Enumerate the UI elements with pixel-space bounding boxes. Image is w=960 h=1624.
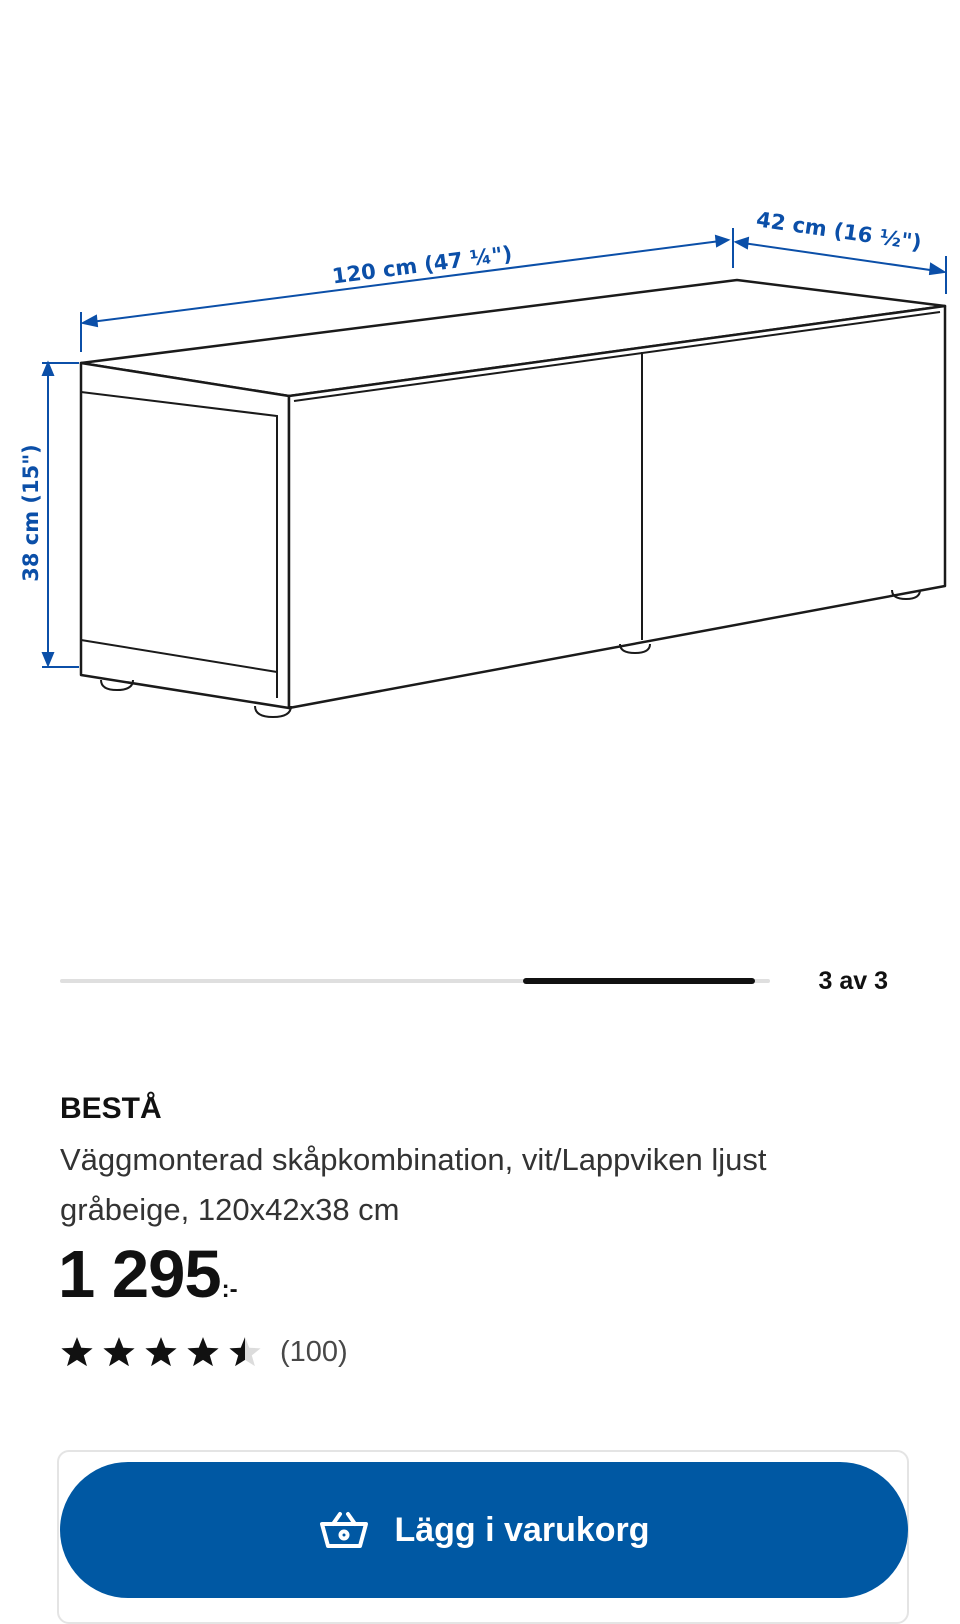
rating-stars <box>60 1335 270 1369</box>
rating-star-icon <box>186 1335 220 1369</box>
product-dimension-image <box>0 0 960 720</box>
price-currency-suffix: :- <box>221 1276 238 1303</box>
rating-star-icon <box>144 1335 178 1369</box>
height-dimension-label: 38 cm (15") <box>19 444 43 582</box>
price <box>58 1237 238 1312</box>
width-dimension-label: 120 cm (47 ¼") <box>330 241 514 289</box>
depth-dimension-label: 42 cm (16 ½") <box>754 207 924 255</box>
add-to-cart-label: Lägg i varukorg <box>394 1510 650 1549</box>
gallery-slide-counter: 3 av 3 <box>818 967 888 995</box>
shopping-basket-icon <box>318 1510 370 1550</box>
gallery-progress-indicator <box>523 978 755 984</box>
product-description: Väggmonterad skåpkombination, vit/Lappviken ljust gråbeige, 120x42x38 cm <box>60 1142 767 1227</box>
add-to-cart-button[interactable] <box>60 1462 908 1598</box>
dimension-drawing <box>0 0 960 720</box>
rating-star-icon <box>102 1335 136 1369</box>
product-brand: BESTÅ <box>60 1092 162 1125</box>
review-count[interactable]: (100) <box>280 1335 348 1368</box>
rating-star-icon <box>60 1335 94 1369</box>
price-value: 1 295 <box>58 1237 221 1312</box>
gallery-progress-bar[interactable] <box>60 978 770 984</box>
rating-star-icon <box>228 1335 262 1369</box>
product-rating[interactable] <box>60 1335 348 1369</box>
